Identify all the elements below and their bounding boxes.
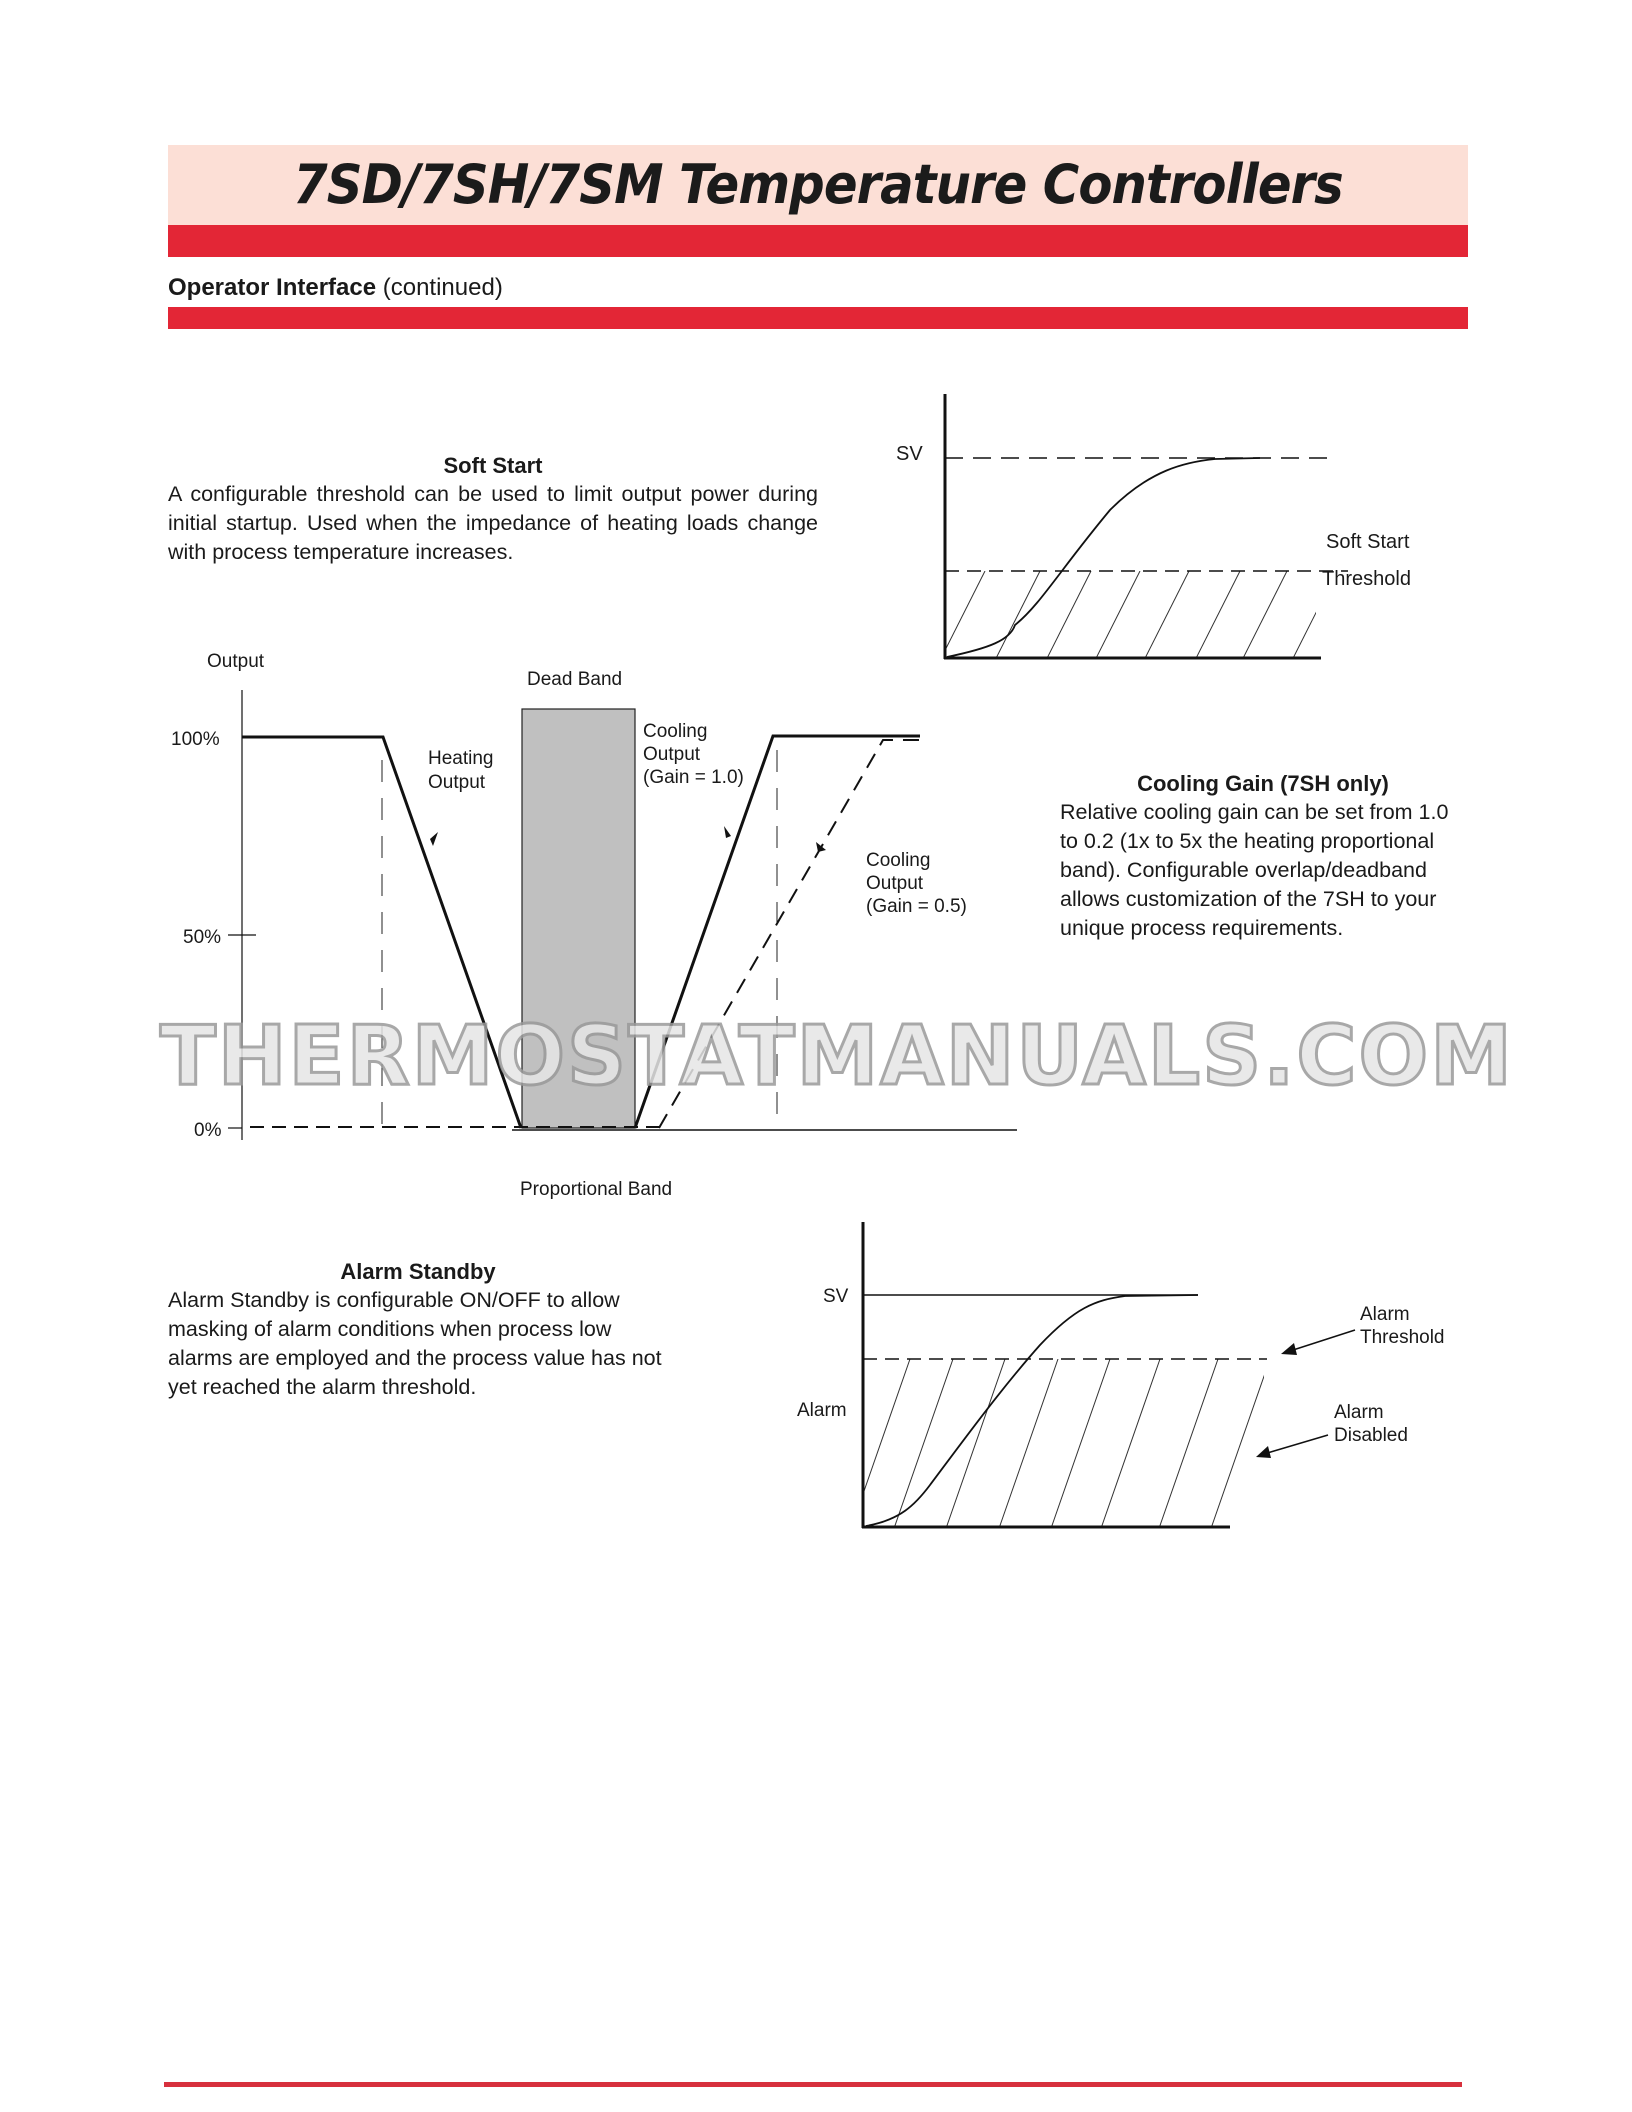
alarm-standby-body: Alarm Standby is configurable ON/OFF to allow masking of alarm conditions when process low alarms are employed and the process value has not yet reached the alarm threshold. [168,1288,662,1399]
cooling-gain-block [1060,770,1466,943]
footer-divider [164,2082,1462,2087]
cooling2-label-2: Output [866,873,924,894]
disabled-arrow-shaft [1264,1435,1328,1454]
section-heading-suffix: (continued) [376,274,503,301]
cooling-arrow-icon [724,826,731,838]
alarm-standby-diagram [797,1222,1445,1560]
tick-100-label: 100% [171,729,220,750]
cooling1-label-1: Cooling [643,721,708,742]
cooling2-label-3: (Gain = 0.5) [866,896,967,917]
alarm-disabled-label-1: Alarm [1334,1402,1384,1423]
page-title: 7SD/7SH/7SM Temperature Controllers [293,153,1343,216]
alarm-sv-label: SV [823,1286,849,1307]
tick-50-label: 50% [183,927,222,948]
alarm-standby-block [168,1258,668,1402]
output-axis-label: Output [207,651,265,672]
cooling-gain-body: Relative cooling gain can be set from 1.0 to 0.2 (1x to 5x the heating proportional band). Configurable overlap/deadband allows customization of the 7SH to your unique process requirements. [1060,800,1449,940]
alarm-threshold-label-2: Threshold [1360,1327,1445,1348]
cooling1-label-3: (Gain = 1.0) [643,767,744,788]
section-heading-bold: Operator Interface [168,274,377,301]
alarm-disabled-hatch [840,1359,1270,1560]
soft-start-hatch [920,571,1337,700]
proportional-band-label: Proportional Band [520,1179,673,1200]
heating-arrow-icon [430,832,438,846]
heating-label-2: Output [428,772,486,793]
tick-0-label: 0% [194,1120,222,1141]
cooling-gain-arrow-icon [816,842,826,852]
cooling2-label-1: Cooling [866,850,931,871]
proportional-band-diagram [171,651,1017,1200]
dead-band-label: Dead Band [527,669,623,690]
alarm-standby-title: Alarm Standby [340,1259,496,1284]
sv-label: SV [896,443,923,465]
watermark: THERMOSTATMANUALS.COM [160,1009,1514,1104]
soft-start-title: Soft Start [443,453,543,478]
process-curve [947,458,1260,657]
alarm-threshold-label-1: Alarm [1360,1304,1410,1325]
soft-start-diagram [896,394,1411,700]
threshold-arrow-icon [1281,1343,1297,1355]
threshold-arrow-shaft [1290,1330,1355,1351]
disabled-arrow-icon [1256,1446,1271,1458]
dead-band-rect [522,709,635,1128]
cooling-output-gain-05 [659,740,920,1128]
heating-label-1: Heating [428,748,494,769]
soft-start-threshold-label-2: Threshold [1322,568,1411,590]
alarm-label: Alarm [797,1400,847,1421]
soft-start-body: A configurable threshold can be used to limit output power during initial startup. Used when the impedance of heating loads change with process temperature increases. [168,482,818,564]
cooling1-label-2: Output [643,744,701,765]
soft-start-threshold-label-1: Soft Start [1326,531,1410,553]
cooling-gain-title: Cooling Gain (7SH only) [1137,771,1389,796]
alarm-process-curve [866,1295,1198,1526]
alarm-disabled-label-2: Disabled [1334,1425,1408,1446]
